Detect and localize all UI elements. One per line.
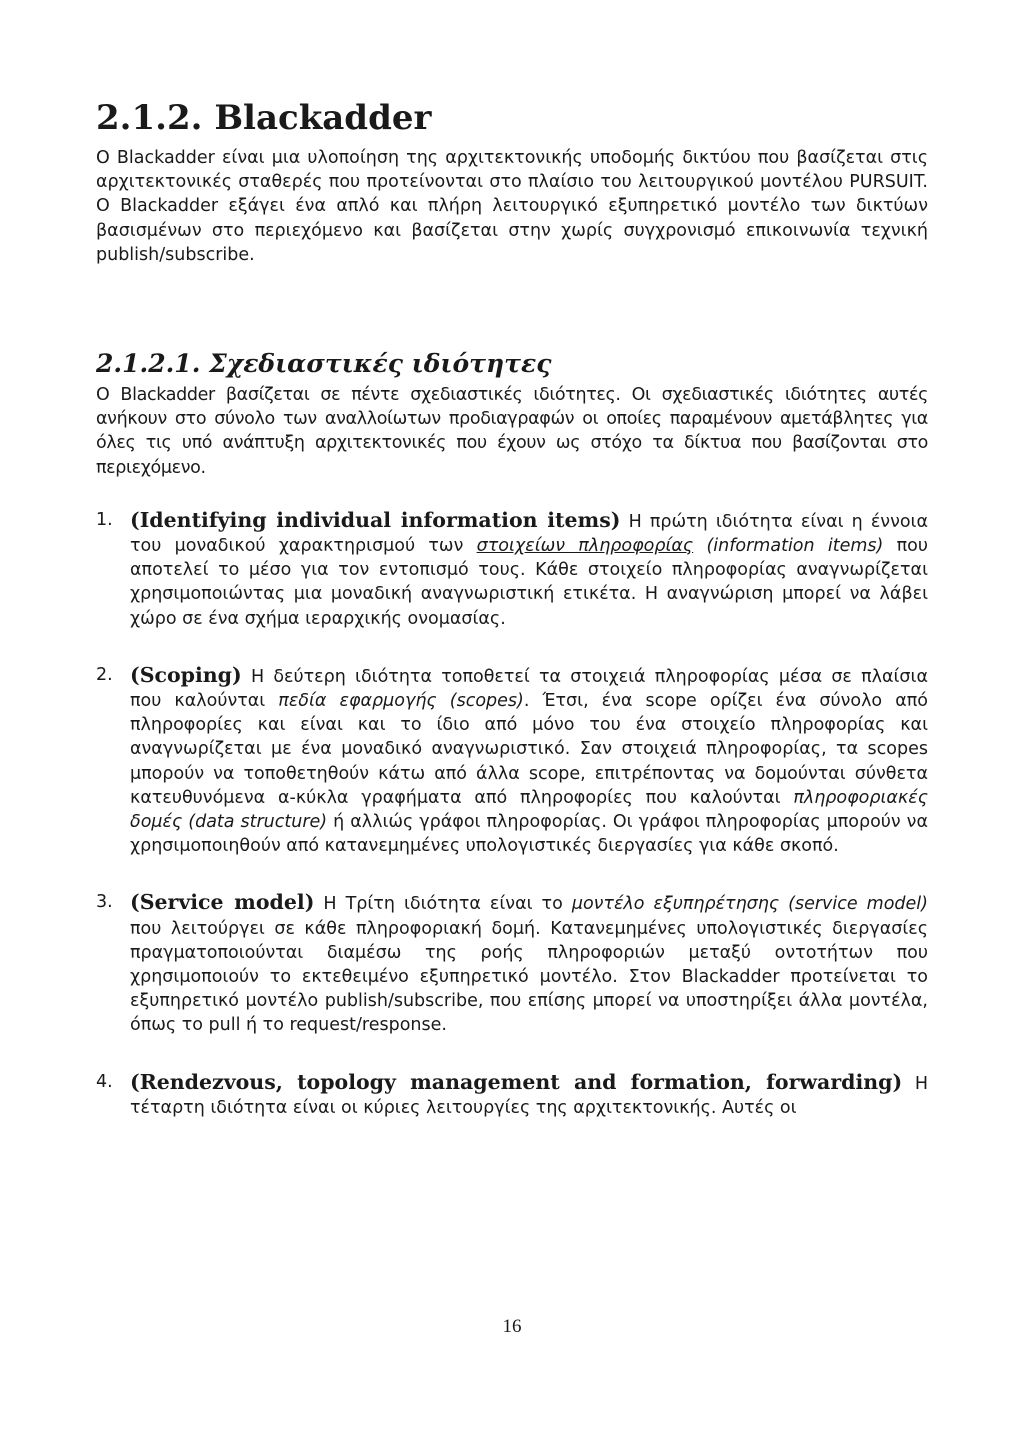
item-heading: (Scoping): [130, 662, 242, 687]
item-heading: (Service model): [130, 890, 315, 915]
item-term: μοντέλο εξυπηρέτησης (service model): [571, 894, 928, 915]
list-item: [96, 508, 928, 631]
item-text: που λειτούργει σε κάθε πληροφοριακή δομή. Κατανεμημένες υπολογιστικές διεργασίες πραγματοποιούνται διαμέσω της ροής πληροφοριών μεταξύ οντοτήτων που χρησιμοποιούν το εκτεθειμένο εξυπηρετικό μοντέλο. Στον Blackadder προτείνεται το εξυπηρετικό μοντέλο publish/subscribe, που επίσης μπορεί να υποστηρίξει άλλα μοντέλα, όπως το pull ή το request/response.: [130, 918, 928, 1036]
list-item: [96, 1070, 928, 1120]
list-item: [96, 663, 928, 859]
page-number: 16: [502, 1316, 522, 1337]
item-text: ή αλλιώς γράφοι πληροφορίας. Οι γράφοι πληροφορίας μπορούν να χρησιμοποιηθούν από κατανεμημένες υπολογιστικές διεργασίες για κάθε σκοπό.: [130, 812, 928, 857]
item-number: 2.: [96, 664, 113, 685]
item-text: Η Τρίτη ιδιότητα είναι το: [314, 894, 572, 915]
item-text: Η τέταρτη ιδιότητα είναι οι κύριες λειτουργίες της αρχιτεκτονικής. Αυτές οι: [130, 1073, 928, 1118]
subsection-intro-paragraph: Ο Blackadder βασίζεται σε πέντε σχεδιαστικές ιδιότητες. Οι σχεδιαστικές ιδιότητες αυτές ανήκουν στο σύνολο των αναλλοίωτων προδιαγραφών οι οποίες παραμένουν αμετάβλητες για όλες τις υπό ανάπτυξη αρχιτεκτονικές που έχουν ως στόχο τα δίκτυα που βασίζονται στο περιεχόμενο.: [96, 385, 928, 478]
item-text: Η πρώτη ιδιότητα είναι η έννοια του μοναδικού χαρακτηρισμού των: [130, 511, 929, 557]
item-text: που αποτελεί το μέσο για τον εντοπισμό τους. Κάθε στοιχείο πληροφορίας αναγνωρίζεται χρησιμοποιώντας μια μοναδική αναγνωριστική ετικέτα. Η αναγνώριση μπορεί να λάβει χώρο σε ένα σχήμα ιεραρχικής ονομασίας.: [130, 536, 928, 629]
section-intro-paragraph: O Blackadder είναι μια υλοποίηση της αρχιτεκτονικής υποδομής δικτύου που βασίζεται στις αρχιτεκτονικές σταθερές που προτείνονται στο πλαίσιο του λειτουργικού μοντέλου PURSUIT. Ο Blackadder εξάγει ένα απλό και πλήρη λειτουργικό εξυπηρετικό μοντέλο των δικτύων βασισμένων στο περιεχόμενο και βασίζεται στην χωρίς συγχρονισμό επικοινωνία τεχνική publish/subscribe.: [96, 148, 928, 265]
item-term: (information items): [706, 536, 884, 557]
design-properties-list: [96, 508, 928, 1120]
item-number: 4.: [96, 1071, 113, 1092]
item-term: στοιχείων πληροφορίας: [476, 536, 694, 557]
document-page: [96, 96, 928, 1152]
item-term: πεδία εφαρμογής (scopes): [278, 691, 524, 712]
item-heading: (Identifying individual information items): [130, 507, 621, 532]
section-heading: 2.1.2. Blackadder: [96, 98, 432, 138]
item-term: πληροφοριακές δομές (data structure): [130, 787, 928, 833]
item-text: [693, 536, 706, 556]
list-item: [96, 890, 928, 1037]
subsection-heading: 2.1.2.1. Σχεδιαστικές ιδιότητες: [96, 349, 552, 379]
item-number: 1.: [96, 509, 113, 530]
item-number: 3.: [96, 892, 113, 913]
item-text: . Έτσι, ένα scope ορίζει ένα σύνολο από πληροφορίες και είναι και το ίδιο από μόνο του ένα στοιχείο πληροφορίας και αναγνωρίζεται με ένα μοναδικό αναγνωριστικό. Σαν στοιχειά πληροφορίας, τα scopes μπορούν να τοποθετηθούν κάτω από άλλα scope, επιτρέποντας να δομούνται σύνθετα κατευθυνόμενα α-κύκλα γραφήματα από πληροφορίες που καλούνται: [130, 691, 928, 808]
item-text: Η δεύτερη ιδιότητα τοποθετεί τα στοιχειά πληροφορίας μέσα σε πλαίσια που καλούνται: [130, 666, 928, 712]
item-heading: (Rendezvous, topology management and formation, forwarding): [130, 1069, 903, 1094]
